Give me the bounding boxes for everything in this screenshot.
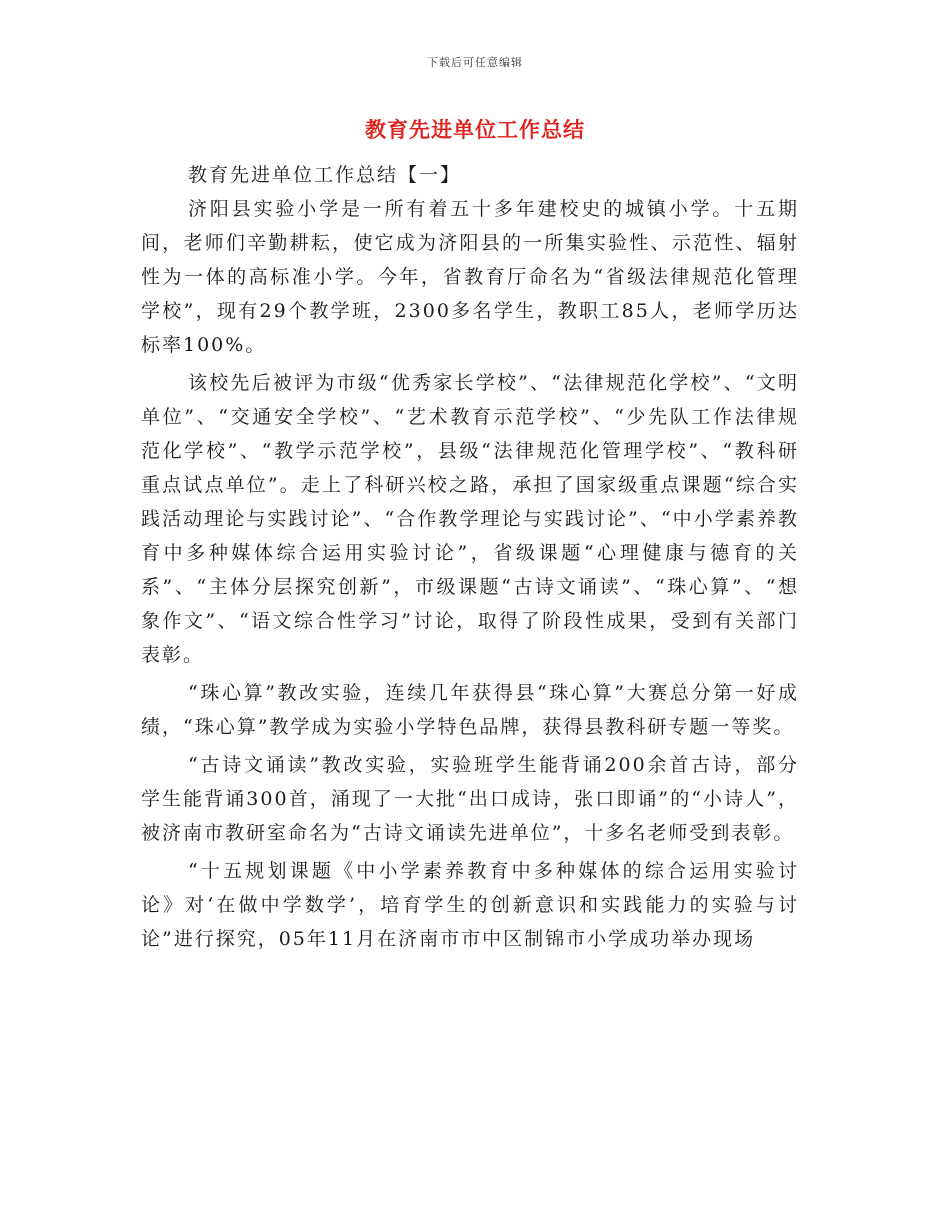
paragraph-5: “十五规划课题《中小学素养教育中多种媒体的综合运用实验讨论》对‘在做中学数学’，培育学生的创新意识和实践能力的实验与讨论”进行探究，05年11月在济南市市中区制锦市小学成功举办现场 bbox=[141, 860, 799, 950]
document-title: 教育先进单位工作总结 bbox=[365, 117, 585, 142]
document-body bbox=[141, 158, 799, 960]
paragraph-1: 济阳县实验小学是一所有着五十多年建校史的城镇小学。十五期间，老师们辛勤耕耘，使它成为济阳县的一所集实验性、示范性、辐射性为一体的高标准小学。今年，省教育厅命名为“省级法律规范化管理学校”，现有29个教学班，2300多名学生，教职工85人，老师学历达标率100%。 bbox=[141, 198, 799, 356]
paragraph-2: 该校先后被评为市级“优秀家长学校”、“法律规范化学校”、“文明单位”、“交通安全学校”、“艺术教育示范学校”、“少先队工作法律规范化学校”、“教学示范学校”，县级“法律规范化管理学校”、“教科研重点试点单位”。走上了科研兴校之路，承担了国家级重点课题“综合实践活动理论与实践讨论”、“合作教学理论与实践讨论”、“中小学素养教育中多种媒体综合运用实验讨论”，省级课题“心理健康与德育的关系”、“主体分层探究创新”，市级课题“古诗文诵读”、“珠心算”、“想象作文”、“语文综合性学习”讨论，取得了阶段性成果，受到有关部门表彰。 bbox=[141, 372, 799, 666]
paragraph-3: “珠心算”教改实验，连续几年获得县“珠心算”大赛总分第一好成绩，“珠心算”教学成为实验小学特色品牌，获得县教科研专题一等奖。 bbox=[141, 682, 799, 738]
section-heading: 教育先进单位工作总结【一】 bbox=[188, 164, 462, 186]
paragraph-4: “古诗文诵读”教改实验，实验班学生能背诵200余首古诗，部分学生能背诵300首，涌现了一大批“出口成诗，张口即诵”的“小诗人”，被济南市教研室命名为“古诗文诵读先进单位”，十多名老师受到表彰。 bbox=[141, 754, 799, 844]
page-header-note: 下载后可任意编辑 bbox=[427, 56, 523, 69]
